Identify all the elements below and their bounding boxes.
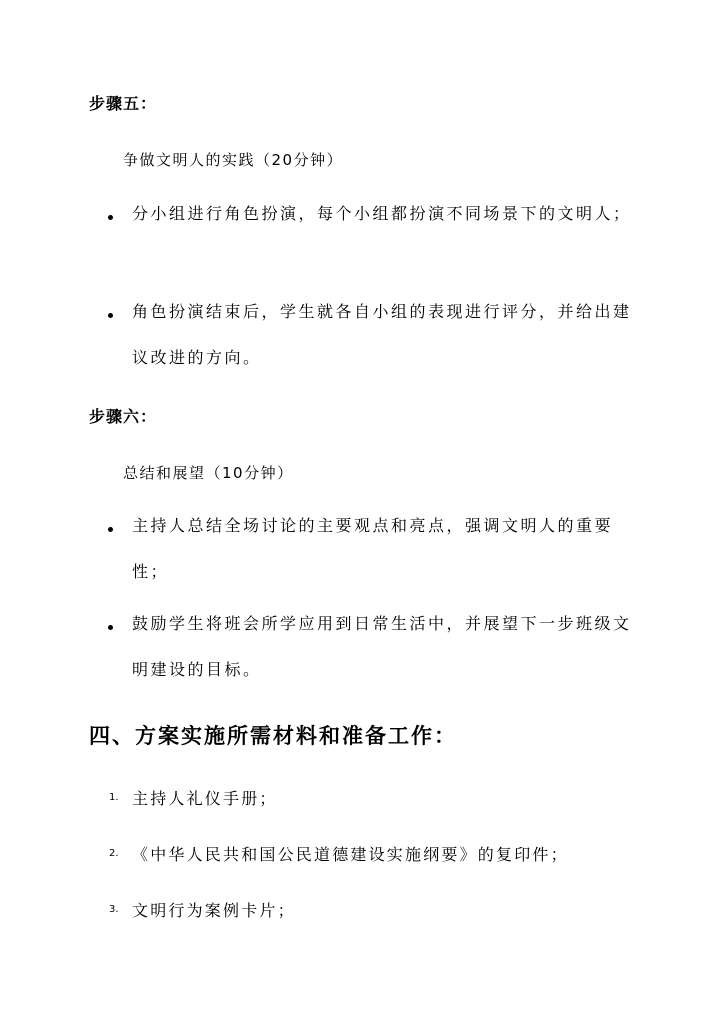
bullet-dot xyxy=(108,625,113,630)
list-item: 主持人总结全场讨论的主要观点和亮点，强调文明人的重要性； xyxy=(132,516,614,581)
list-number: 3. xyxy=(109,904,119,915)
list-item: 角色扮演结束后，学生就各自小组的表现进行评分，并给出建议改进的方向。 xyxy=(132,302,632,367)
step5-subtitle: 争做文明人的实践（20分钟） xyxy=(123,151,344,169)
list-item: 《中华人民共和国公民道德建设实施纲要》的复印件； xyxy=(132,845,569,864)
list-item: 分小组进行角色扮演，每个小组都扮演不同场景下的文明人； xyxy=(132,204,632,223)
step6-subtitle: 总结和展望（10分钟） xyxy=(123,464,294,482)
bullet-dot xyxy=(108,313,113,318)
list-number: 1. xyxy=(109,792,119,803)
step6-heading: 步骤六： xyxy=(89,407,158,426)
list-item: 鼓励学生将班会所学应用到日常生活中，并展望下一步班级文明建设的目标。 xyxy=(132,614,632,679)
list-item: 主持人礼仪手册； xyxy=(132,789,278,808)
list-number: 2. xyxy=(109,848,119,859)
section-title: 四、方案实施所需材料和准备工作： xyxy=(89,724,457,748)
step5-heading: 步骤五： xyxy=(89,94,158,113)
bullet-dot xyxy=(108,215,113,220)
bullet-dot xyxy=(108,527,113,532)
list-item: 文明行为案例卡片； xyxy=(132,901,296,920)
